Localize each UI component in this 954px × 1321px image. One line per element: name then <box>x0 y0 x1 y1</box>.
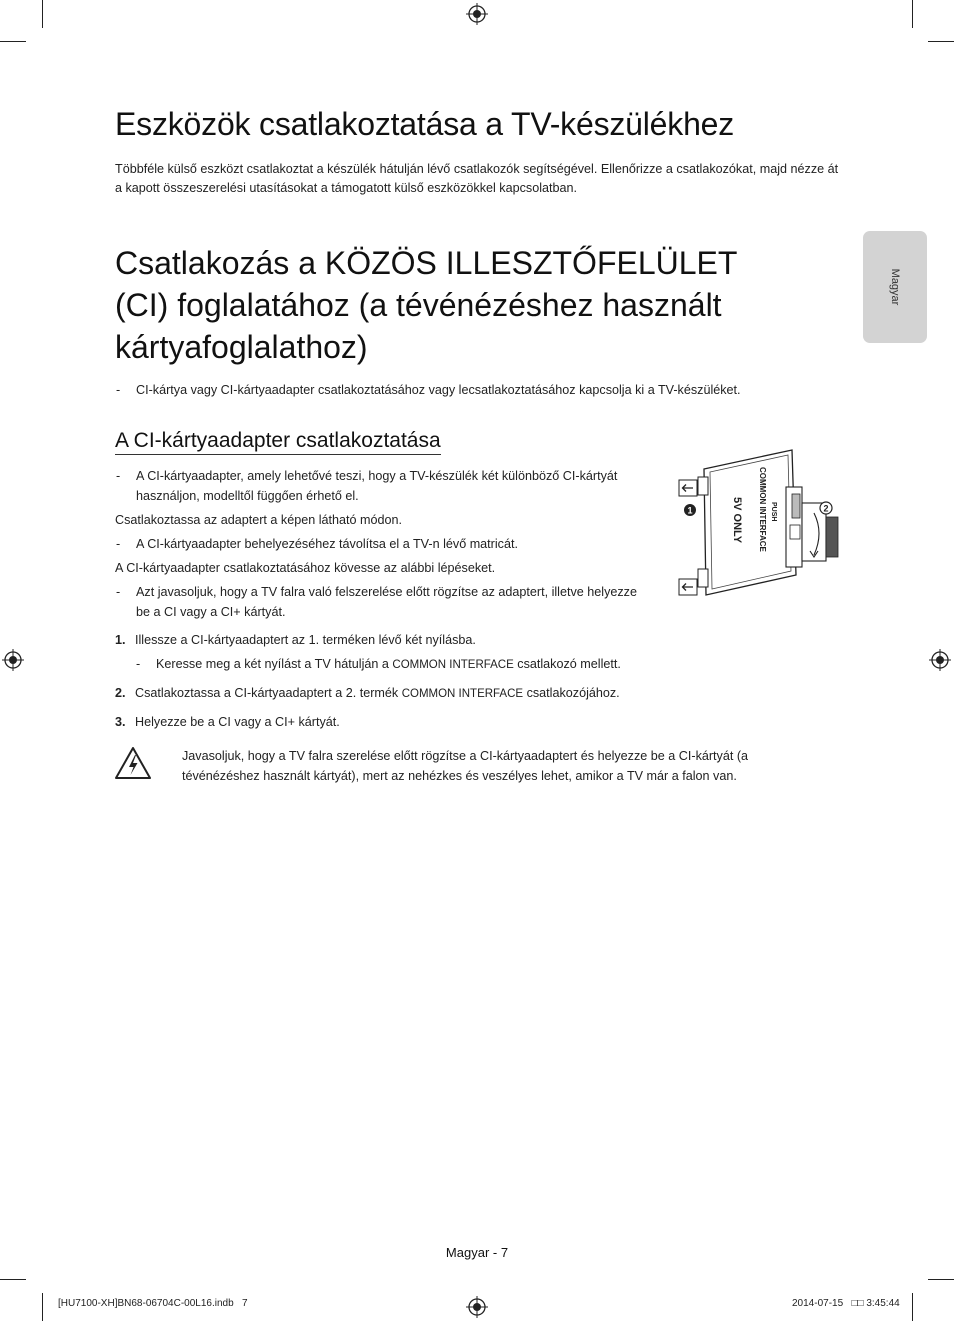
step-text: Illessze a CI-kártyaadaptert az 1. terméken lévő két nyílásba. <box>135 633 476 647</box>
crop-mark <box>928 1279 954 1280</box>
registration-mark-icon <box>466 3 488 25</box>
crop-mark <box>928 41 954 42</box>
subsection-title: A CI-kártyaadapter csatlakoztatása <box>115 429 441 455</box>
list-item <box>116 582 676 622</box>
bullet-dash: - <box>116 383 121 397</box>
registration-mark-icon <box>929 649 951 671</box>
figure-label-common-interface: COMMON INTERFACE <box>758 467 767 552</box>
bullet-text: használjon, modelltől függően érhető el. <box>136 489 359 503</box>
file-slug: [HU7100-XH]BN68-06704C-00L16.indb 7 <box>58 1298 248 1309</box>
step-3 <box>115 712 675 732</box>
step-1 <box>115 630 675 650</box>
crop-mark <box>0 1279 26 1280</box>
registration-mark-icon <box>466 1296 488 1318</box>
paragraph: A CI-kártyaadapter csatlakoztatásához kövesse az alábbi lépéseket. <box>115 561 496 575</box>
marker-2-label: 2 <box>823 503 829 514</box>
page-number: Magyar - 7 <box>445 1245 509 1260</box>
bullet-dash: - <box>116 585 121 599</box>
step-1-subnote <box>136 654 696 674</box>
crop-mark <box>42 1293 43 1321</box>
warning-icon <box>114 746 152 780</box>
crop-mark <box>912 0 913 28</box>
marker-1-label: 1 <box>687 505 693 516</box>
step-number: 3. <box>115 715 126 729</box>
bullet-text: A CI-kártyaadapter behelyezéséhez távolítsa el a TV-n lévő matricát. <box>136 537 518 551</box>
step-2 <box>115 683 675 703</box>
bullet-text: Azt javasoljuk, hogy a TV falra való felszerelése előtt rögzítse az adaptert, illetve helyezze <box>136 585 637 599</box>
step-number: 1. <box>115 633 126 647</box>
figure-label-push: PUSH <box>770 502 777 522</box>
step-text: Csatlakoztassa a CI-kártyaadaptert a 2. termék COMMON INTERFACE csatlakozójához. <box>135 686 620 700</box>
warning-line: tévénézéshez használt kártyát), mert az nehézkes és veszélyes lehet, amikor a TV már a falon van. <box>182 769 737 783</box>
section-note-text: CI-kártya vagy CI-kártyaadapter csatlakoztatásához vagy lecsatlakoztatásához kapcsolja ki a TV-készüléket. <box>136 383 741 397</box>
section-title-line: (CI) foglalatához (a tévénézéshez használt <box>115 287 722 323</box>
list-item <box>116 534 676 554</box>
bullet-dash: - <box>116 469 121 483</box>
ci-adapter-illustration <box>676 447 846 602</box>
paragraph: Csatlakoztassa az adaptert a képen látható módon. <box>115 513 403 527</box>
section-title-line: Csatlakozás a KÖZÖS ILLESZTŐFELÜLET <box>115 245 738 281</box>
crop-mark <box>0 41 26 42</box>
print-date: 2014-07-15 □□ 3:45:44 <box>792 1298 900 1309</box>
warning-text <box>182 746 802 786</box>
bullet-dash: - <box>136 657 141 671</box>
section-note <box>116 380 816 400</box>
bullet-dash: - <box>116 537 121 551</box>
figure-label-5v-only: 5V ONLY <box>731 497 743 544</box>
intro-paragraph: Többféle külső eszközt csatlakoztat a készülék hátulján lévő csatlakozók segítségével. Ellenőrizze a csatlakozókat, majd nézze át a kapott összeszerelési utasításokat a támogatott külső eszközökkel kapcsolatban. <box>115 162 839 195</box>
crop-mark <box>912 1293 913 1321</box>
bullet-text: A CI-kártyaadapter, amely lehetővé teszi, hogy a TV-készülék két különböző CI-kártyát <box>136 469 618 483</box>
bullet-text: be a CI vagy a CI+ kártyát. <box>136 605 286 619</box>
language-tab <box>863 231 927 343</box>
section-title <box>115 242 815 368</box>
warning-line: Javasoljuk, hogy a TV falra szerelése előtt rögzítse a CI-kártyaadaptert és helyezze be a CI-kártyát (a <box>182 749 749 763</box>
crop-mark <box>42 0 43 28</box>
language-tab-label: Magyar <box>889 268 901 306</box>
page-title: Eszközök csatlakoztatása a TV-készülékhez <box>115 106 735 142</box>
step-text: Helyezze be a CI vagy a CI+ kártyát. <box>135 715 340 729</box>
list-item <box>116 466 676 506</box>
section-title-line: kártyafoglalathoz) <box>115 329 368 365</box>
registration-mark-icon <box>2 649 24 671</box>
step-number: 2. <box>115 686 126 700</box>
step-subnote-text: Keresse meg a két nyílást a TV hátulján a COMMON INTERFACE csatlakozó mellett. <box>156 657 621 671</box>
